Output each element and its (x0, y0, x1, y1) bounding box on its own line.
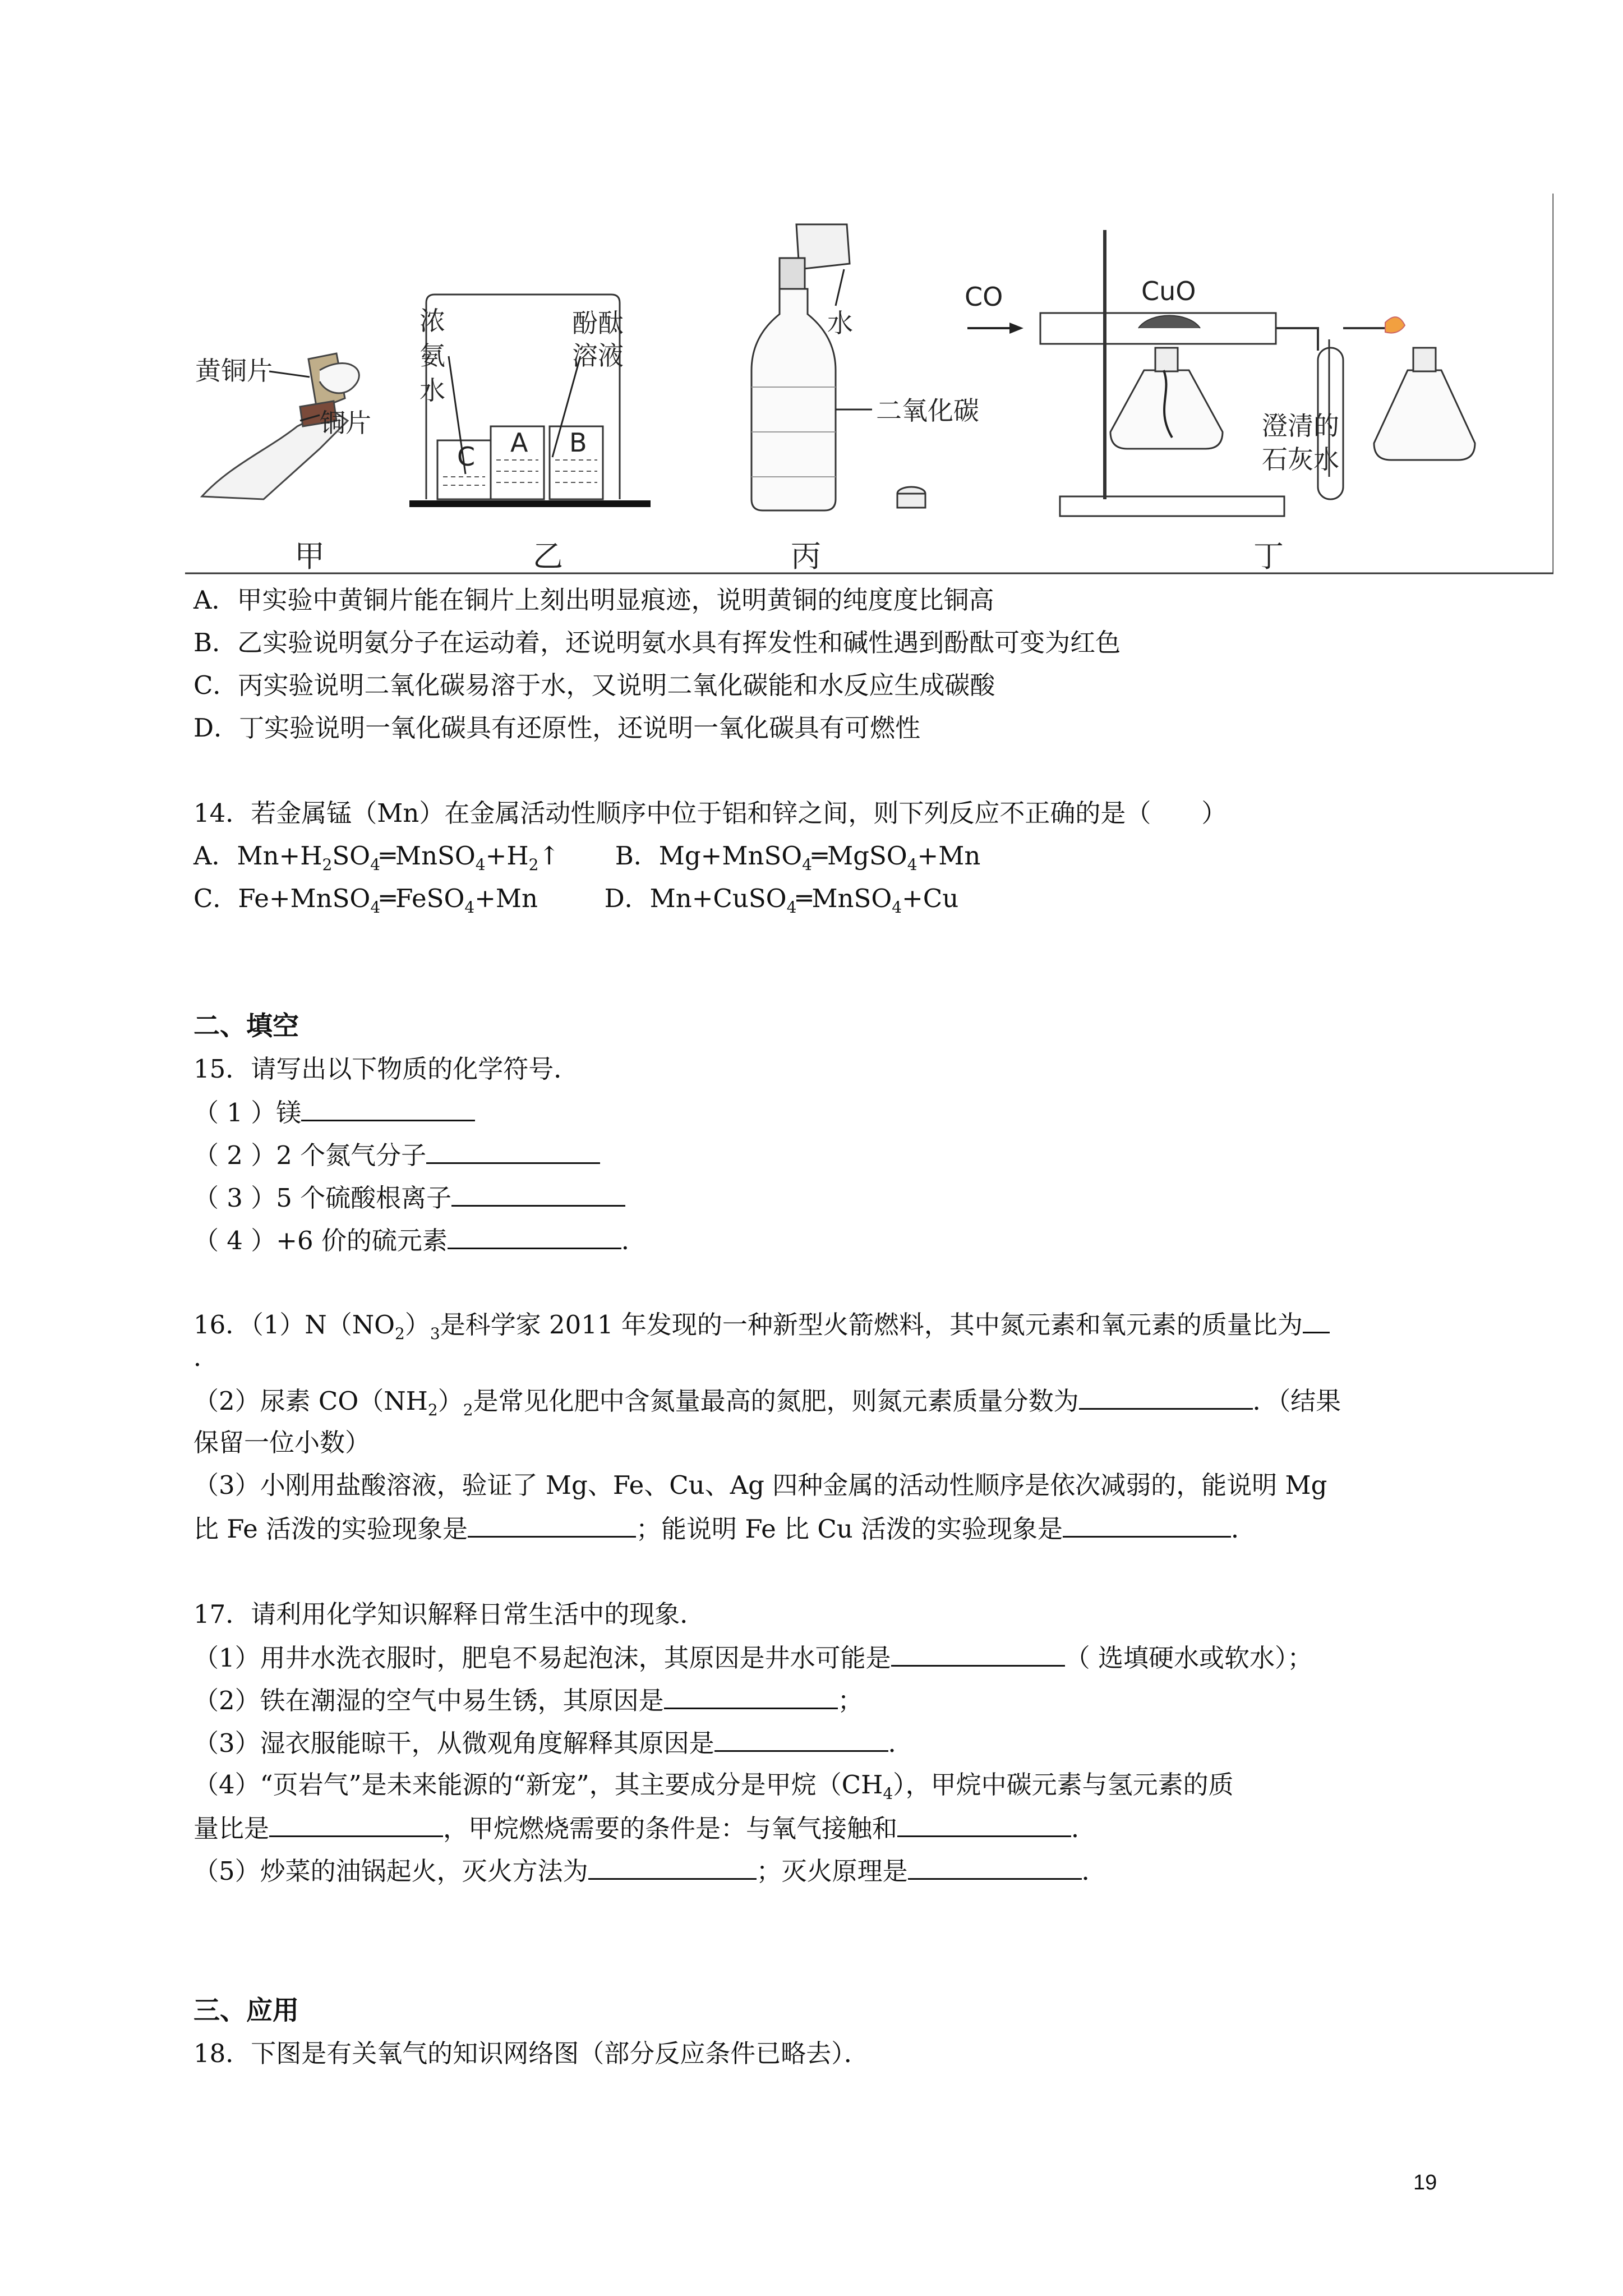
answer-blank[interactable] (448, 1223, 621, 1249)
q16-line-1-end: ． (193, 1342, 219, 1372)
q17-part-3 (193, 1726, 914, 1760)
experiment-bing (751, 224, 979, 510)
answer-blank[interactable] (468, 1511, 636, 1538)
q15-item-1 (193, 1095, 475, 1130)
q14-d-sub: 4 (892, 898, 902, 917)
section-application-title: 三、应用 (193, 1995, 299, 2026)
experiment-ding (965, 230, 1475, 516)
label-phenol-1: 酚酞 (572, 308, 624, 338)
q14-stem: 14．若金属锰（Mn）在金属活动性顺序中位于铝和锌之间，则下列反应不正确的是（ ） (193, 798, 1227, 828)
answer-blank[interactable] (908, 1853, 1082, 1880)
q17-part-4-cont (193, 1811, 1096, 1846)
q14-c-sub: 4 (370, 898, 381, 917)
q15-item-4 (193, 1223, 647, 1258)
q16-sub: 3 (430, 1324, 440, 1343)
q14-a-text: A．Mn+H (193, 841, 322, 871)
q14-option-b (615, 841, 981, 874)
answer-blank[interactable] (1063, 1511, 1231, 1538)
q14-d-sub: 4 (786, 898, 797, 917)
q16-line-4: （3）小刚用盐酸溶液，验证了 Mg、Fe、Cu、Ag 四种金属的活动性顺序是依次减弱的，能说明 Mg (193, 1470, 1327, 1500)
q15-stem: 15．请写出以下物质的化学符号． (193, 1054, 579, 1084)
q14-b-text: B．Mg+MnSO (615, 841, 803, 871)
q14-a-text: ↑ (538, 841, 560, 871)
q16-text: ） (437, 1386, 463, 1416)
label-beaker-c: C (457, 441, 476, 472)
q15-item-text: （ 3 ）5 个硫酸根离子 (193, 1183, 452, 1213)
answer-blank[interactable] (451, 1180, 625, 1207)
q14-row-1 (193, 839, 980, 882)
label-limewater-2: 石灰水 (1262, 444, 1339, 475)
q16-text: ．（结果 (1252, 1386, 1341, 1416)
q16-text: 16．（1）N（NO (193, 1310, 395, 1340)
label-brass: 黄铜片 (195, 356, 273, 386)
q17-text: ． (1071, 1814, 1097, 1843)
q17-part-5 (193, 1853, 1107, 1888)
q14-a-text: ═MnSO (380, 841, 476, 871)
q17-text: 量比是 (193, 1814, 270, 1843)
answer-blank[interactable] (426, 1138, 600, 1164)
q17-text: ； (837, 1686, 863, 1715)
q14-c-text: C．Fe+MnSO (193, 884, 371, 913)
caption-bing: 丙 (791, 539, 821, 574)
q14-c-sub: 4 (464, 898, 475, 917)
answer-blank[interactable] (897, 1811, 1071, 1837)
q16-text: 是科学家 2011 年发现的一种新型火箭燃料，其中氮元素和氧元素的质量比为 (440, 1310, 1303, 1340)
answer-blank[interactable] (588, 1853, 757, 1880)
q16-text: 比 Fe 活泼的实验现象是 (193, 1514, 468, 1544)
page-number: 19 (1413, 2171, 1437, 2194)
q17-text: （5）炒菜的油锅起火，灭火方法为 (193, 1856, 588, 1886)
q13-option-d: D．丁实验说明一氧化碳具有还原性，还说明一氧化碳具有可燃性 (193, 713, 921, 743)
q15-item-text: （ 4 ）+6 价的硫元素 (193, 1226, 448, 1255)
q17-sub: 4 (883, 1784, 893, 1803)
q16-text: ） (404, 1310, 430, 1340)
q16-sub: 2 (463, 1401, 473, 1419)
q14-c-text: ═FeSO (380, 884, 465, 913)
q14-row-2 (193, 882, 958, 924)
caption-jia: 甲 (294, 539, 325, 574)
q16-text: （2）尿素 CO（NH (193, 1386, 428, 1416)
q17-stem: 17．请利用化学知识解释日常生活中的现象． (193, 1599, 706, 1629)
label-cuo: CuO (1141, 276, 1196, 306)
label-co2: 二氧化碳 (876, 395, 979, 426)
q15-item-text: （ 2 ）2 个氮气分子 (193, 1140, 427, 1170)
q15-item-text: （ 1 ）镁 (193, 1098, 302, 1128)
q14-b-sub: 4 (802, 855, 812, 874)
q15-end-mark: ． (621, 1226, 647, 1255)
experiment-diagram (185, 185, 1553, 583)
label-co: CO (965, 282, 1003, 312)
q16-line-3: 保留一位小数） (193, 1428, 371, 1457)
answer-blank[interactable] (1079, 1383, 1253, 1410)
answer-blank[interactable] (714, 1726, 888, 1752)
q14-d-text: D．Mn+CuSO (604, 884, 787, 913)
q17-text: ． (1081, 1856, 1107, 1886)
label-limewater-1: 澄清的 (1262, 411, 1339, 441)
q16-text: ． (1231, 1514, 1257, 1544)
q17-text: ），甲烷中碳元素与氢元素的质 (893, 1770, 1234, 1800)
q14-option-c (193, 884, 538, 917)
q17-text: （1）用井水洗衣服时，肥皂不易起泡沫，其原因是井水可能是 (193, 1643, 891, 1673)
experiment-jia (195, 353, 371, 499)
q17-part-2 (193, 1683, 863, 1718)
q17-text: （2）铁在潮湿的空气中易生锈，其原因是 (193, 1686, 664, 1715)
q16-line-2 (193, 1383, 1341, 1427)
q14-b-sub: 4 (907, 855, 917, 874)
label-water: 水 (827, 308, 853, 338)
q17-part-1 (193, 1640, 1312, 1675)
q15-item-3 (193, 1180, 625, 1215)
answer-blank[interactable] (301, 1095, 475, 1121)
q14-a-text: SO (332, 841, 371, 871)
caption-yi: 乙 (533, 539, 563, 574)
q16-line-5 (193, 1511, 1256, 1546)
q16-sub: 2 (395, 1324, 405, 1343)
q14-c-text: +Mn (474, 884, 538, 913)
caption-ding: 丁 (1253, 539, 1284, 574)
label-beaker-b: B (569, 427, 587, 458)
answer-blank[interactable] (664, 1683, 838, 1709)
q17-text: ． (888, 1728, 914, 1758)
q17-text: （ 选填硬水或软水）； (1064, 1643, 1313, 1673)
q16-text: ；能说明 Fe 比 Cu 活泼的实验现象是 (636, 1514, 1063, 1544)
q14-option-a (193, 841, 560, 874)
q14-b-text: ═MgSO (812, 841, 907, 871)
q17-text: ，甲烷燃烧需要的条件是：与氧气接触和 (443, 1814, 898, 1843)
experiment-figure (185, 185, 1553, 583)
answer-blank[interactable] (269, 1811, 443, 1837)
label-ammonia-1: 浓 (419, 306, 445, 336)
q14-a-sub: 4 (475, 855, 486, 874)
q16-line-1 (193, 1307, 1330, 1351)
q14-b-text: +Mn (917, 841, 981, 871)
label-ammonia-3: 水 (419, 375, 445, 406)
label-beaker-a: A (510, 427, 528, 458)
q13-option-a: A．甲实验中黄铜片能在铜片上刻出明显痕迹，说明黄铜的纯度度比铜高 (193, 585, 994, 615)
q14-a-sub: 2 (322, 855, 333, 874)
q15-item-2 (193, 1138, 600, 1172)
q14-option-d (604, 884, 959, 917)
q16-sub: 2 (427, 1401, 438, 1419)
q16-text: 是常见化肥中含氮量最高的氮肥，则氮元素质量分数为 (473, 1386, 1079, 1416)
q13-option-c: C．丙实验说明二氧化碳易溶于水，又说明二氧化碳能和水反应生成碳酸 (193, 670, 995, 700)
q13-option-b: B．乙实验说明氨分子在运动着，还说明氨水具有挥发性和碱性遇到酚酞可变为红色 (193, 628, 1121, 657)
label-copper: 铜片 (320, 408, 371, 438)
experiment-yi (409, 295, 651, 504)
q14-d-text: +Cu (902, 884, 959, 913)
q17-text: （4）“页岩气”是未来能源的“新宠”，其主要成分是甲烷（CH (193, 1770, 883, 1800)
q14-d-text: ═MnSO (796, 884, 892, 913)
q17-part-4 (193, 1768, 1234, 1811)
answer-blank[interactable] (891, 1640, 1065, 1667)
section-fill-in-title: 二、填空 (193, 1011, 299, 1042)
answer-blank[interactable] (1303, 1307, 1330, 1333)
label-phenol-2: 溶液 (572, 341, 624, 371)
q14-a-sub: 4 (370, 855, 380, 874)
q14-a-text: +H (485, 841, 529, 871)
q17-text: （3）湿衣服能晾干，从微观角度解释其原因是 (193, 1728, 714, 1758)
label-ammonia-2: 氨 (419, 341, 445, 371)
q18-stem: 18．下图是有关氧气的知识网络图（部分反应条件已略去）． (193, 2039, 869, 2068)
q14-a-sub: 2 (528, 855, 539, 874)
q17-text: ；灭火原理是 (756, 1856, 908, 1886)
